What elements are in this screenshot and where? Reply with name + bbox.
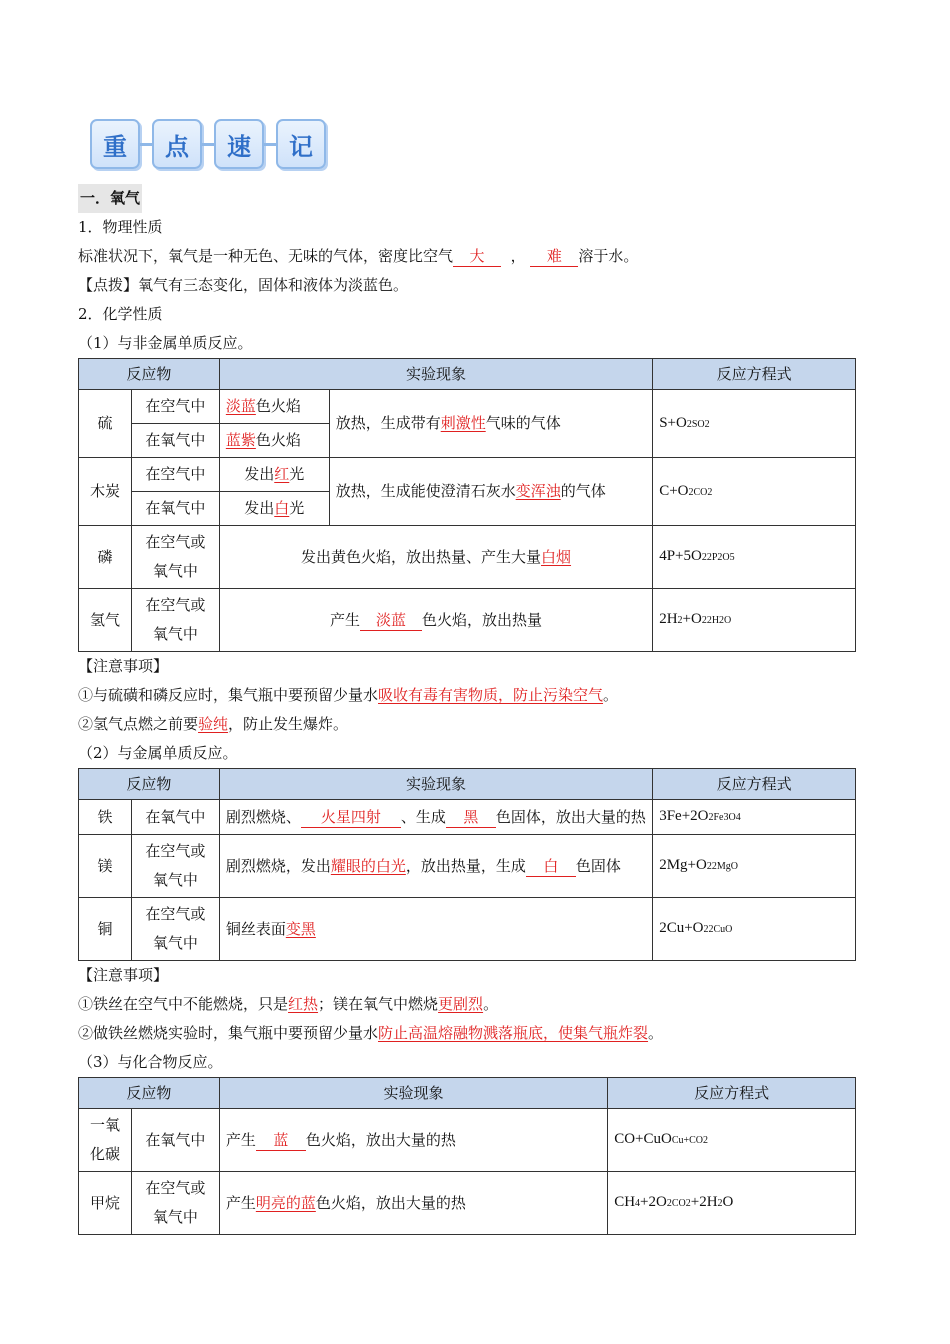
table-row: 镁 在空气或氧气中 剧烈燃烧，发出耀眼的白光，放出热量，生成 白 色固体 2Mg+O22MgO: [79, 835, 856, 898]
subheading: （3）与化合物反应。: [78, 1053, 223, 1071]
section-heading: 一．氧气: [78, 184, 142, 213]
nonmetal-reaction-table: [78, 358, 856, 652]
subheading: （1）与非金属单质反应。: [78, 334, 253, 352]
note-title: 【注意事项】: [78, 657, 169, 675]
subheading: 2．化学性质: [78, 305, 163, 323]
answer-blank: 大: [453, 247, 501, 267]
note: ②氢气点燃之前要验纯，防止发生爆炸。: [78, 715, 349, 733]
note: ②做铁丝燃烧实验时，集气瓶中要预留少量水防止高温熔融物溅落瓶底，使集气瓶炸裂。: [78, 1024, 664, 1042]
note: ①与硫磺和磷反应时，集气瓶中要预留少量水吸收有毒有害物质，防止污染空气。: [78, 686, 619, 704]
table-row: 氢气 在空气或氧气中 产生 淡蓝 色火焰，放出热量 2H2+O22H2O: [79, 589, 856, 652]
table-row: 一氧化碳 在氧气中 产生 蓝 色火焰，放出大量的热 CO+CuOCu+CO2: [79, 1109, 856, 1172]
table-row: 甲烷 在空气或氧气中 产生明亮的蓝色火焰，放出大量的热 CH4+2O2CO2+2H2O: [79, 1172, 856, 1235]
metal-reaction-table: [78, 768, 856, 961]
tip: 【点拨】氧气有三态变化，固体和液体为淡蓝色。: [78, 276, 409, 294]
table-row: 硫 在空气中 淡蓝色火焰 放热，生成带有刺激性气味的气体 S+O2SO2: [79, 390, 856, 424]
table-header-row: 反应物 实验现象 反应方程式: [79, 1078, 856, 1109]
note: ①铁丝在空气中不能燃烧，只是红热；镁在氧气中燃烧更剧烈。: [78, 995, 499, 1013]
paragraph: 标准状况下，氧气是一种无色、无味的气体，密度比空气 大 ， 难 溶于水。: [78, 247, 639, 265]
note-title: 【注意事项】: [78, 966, 169, 984]
answer-blank: 难: [530, 247, 578, 267]
subheading: （2）与金属单质反应。: [78, 744, 238, 762]
table-row: 在氧气中 蓝紫色火焰: [79, 424, 856, 458]
banner-tile: 点: [152, 119, 202, 169]
table-header-row: 反应物 实验现象 反应方程式: [79, 359, 856, 390]
compound-reaction-table: [78, 1077, 856, 1235]
banner-tile: 重: [90, 119, 140, 169]
table-row: 铜 在空气或氧气中 铜丝表面变黑 2Cu+O22CuO: [79, 898, 856, 961]
banner-tile: 速: [214, 119, 264, 169]
table-row: 磷 在空气或氧气中 发出黄色火焰，放出热量、产生大量白烟 4P+5O22P2O5: [79, 526, 856, 589]
table-row: 铁 在氧气中 剧烈燃烧、 火星四射 、生成 黑 色固体，放出大量的热 3Fe+2O2Fe3O4: [79, 800, 856, 835]
document-page: [78, 118, 856, 1235]
table-row: 在氧气中 发出白光: [79, 492, 856, 526]
banner-tile: 记: [276, 119, 326, 169]
table-row: 木炭 在空气中 发出红光 放热，生成能使澄清石灰水变浑浊的气体 C+O2CO2: [79, 458, 856, 492]
subheading: 1．物理性质: [78, 218, 163, 236]
table-header-row: 反应物 实验现象 反应方程式: [79, 769, 856, 800]
section-banner: [90, 118, 856, 170]
